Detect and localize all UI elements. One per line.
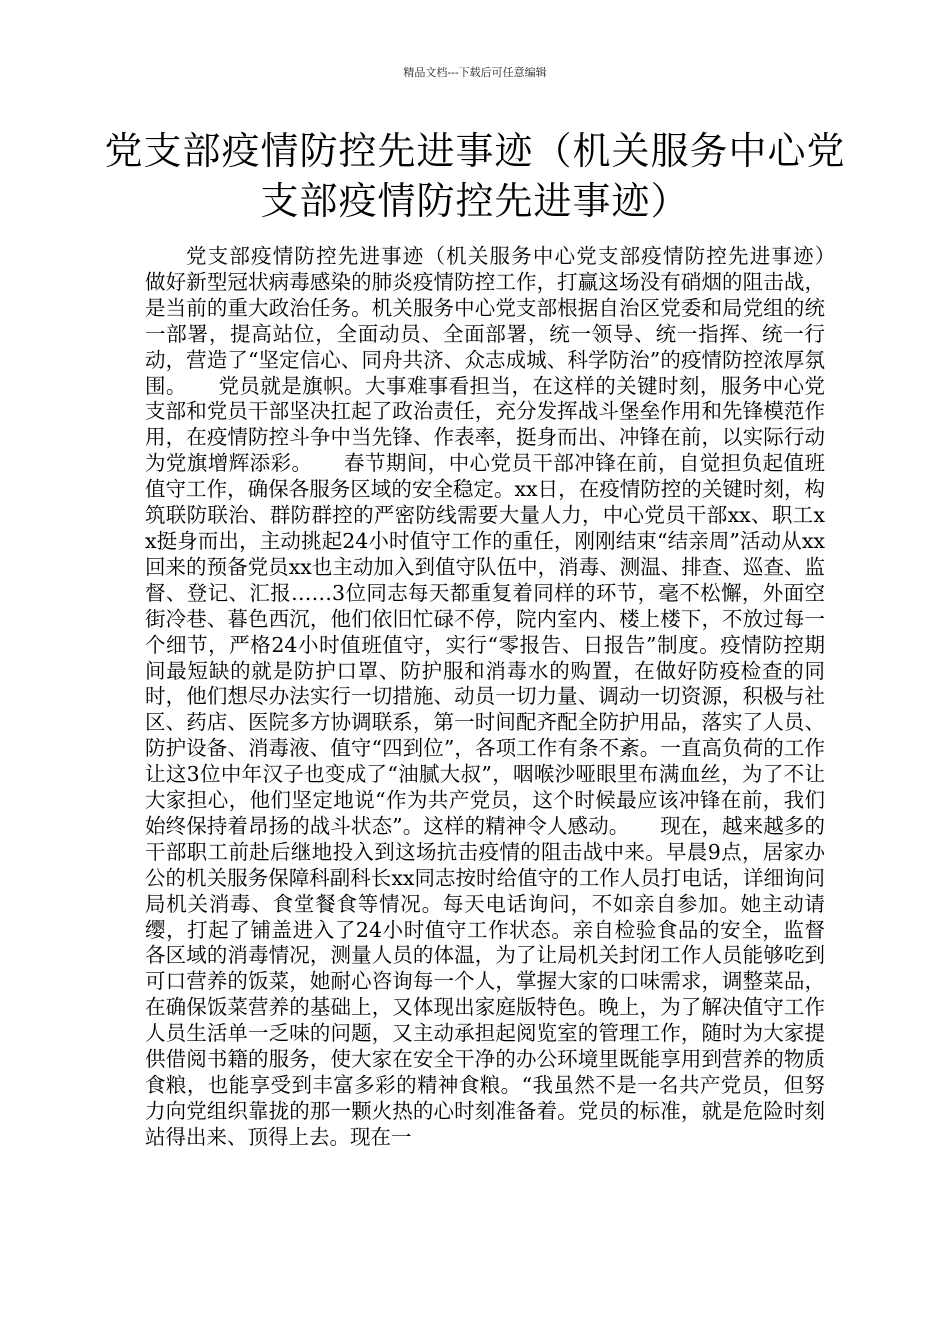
document-body: 党支部疫情防控先进事迹（机关服务中心党支部疫情防控先进事迹） 做好新型冠状病毒感染的肺炎疫情防控工作，打赢这场没有硝烟的阻击战，是当前的重大政治任务。机关服务中心党支部根据自治区党委和局党组的统一部署，提高站位，全面动员、全面部署，统一领导、统一指挥、统一行动，营造了“坚定信心、同舟共济、众志成城、科学防治”的疫情防控浓厚氛围。 党员就是旗帜。大事难事看担当，在这样的关键时刻，服务中心党支部和党员干部坚决扛起了政治责任，充分发挥战斗堡垒作用和先锋模范作用，在疫情防控斗争中当先锋、作表率，挺身而出、冲锋在前，以实际行动为党旗增辉添彩。 春节期间，中心党员干部冲锋在前，自觉担负起值班值守工作，确保各服务区域的安全稳定。xx日，在疫情防控的关键时刻，构筑联防联治、群防群控的严密防线需要大量人力，中心党员干部xx、职工xx挺身而出，主动挑起24小时值守工作的重任，刚刚结束“结亲周”活动从xx回来的预备党员xx也主动加入到值守队伍中，消毒、测温、排查、巡查、监督、登记、汇报……3位同志每天都重复着同样的环节，毫不松懈，外面空街冷巷、暮色西沉，他们依旧忙碌不停，院内室内、楼上楼下，不放过每一个细节，严格24小时值班值守，实行“零报告、日报告”制度。疫情防控期间最短缺的就是防护口罩、防护服和消毒水的购置，在做好防疫检查的同时，他们想尽办法实行一切措施、动员一切力量、调动一切资源，积极与社区、药店、医院多方协调联系，第一时间配齐配全防护用品，落实了人员、防护设备、消毒液、值守“四到位”，各项工作有条不紊。一直高负荷的工作让这3位中年汉子也变成了“油腻大叔”，咽喉沙哑眼里布满血丝，为了不让大家担心，他们坚定地说“作为共产党员，这个时候最应该冲锋在前，我们始终保持着昂扬的战斗状态”。这样的精神令人感动。 现在，越来越多的干部职工前赴后继地投入到这场抗击疫情的阻击战中来。早晨9点，居家办公的机关服务保障科副科长xx同志按时给值守的工作人员打电话，详细询问局机关消毒、食堂餐食等情况。每天电话询问，不如亲自参加。她主动请缨，打起了铺盖进入了24小时值守工作状态。亲自检验食品的安全，监督各区域的消毒情况，测量人员的体温，为了让局机关封闭工作人员能够吃到可口营养的饭菜，她耐心咨询每一个人，掌握大家的口味需求，调整菜品，在确保饭菜营养的基础上，又体现出家庭版特色。晚上，为了解决值守工作人员生活单一乏味的问题，又主动承担起阅览室的管理工作，随时为大家提供借阅书籍的服务，使大家在安全干净的办公环境里既能享用到营养的物质食粮，也能享受到丰富多彩的精神食粮。“我虽然不是一名共产党员，但努力向党组织靠拢的那一颗火热的心时刻准备着。党员的标准，就是危险时刻站得出来、顶得上去。现在一 [145, 244, 866, 1149]
document-title: 党支部疫情防控先进事迹（机关服务中心党支部疫情防控先进事迹） [104, 129, 846, 223]
header-note: 精品文档---下载后可任意编辑 [403, 66, 547, 79]
